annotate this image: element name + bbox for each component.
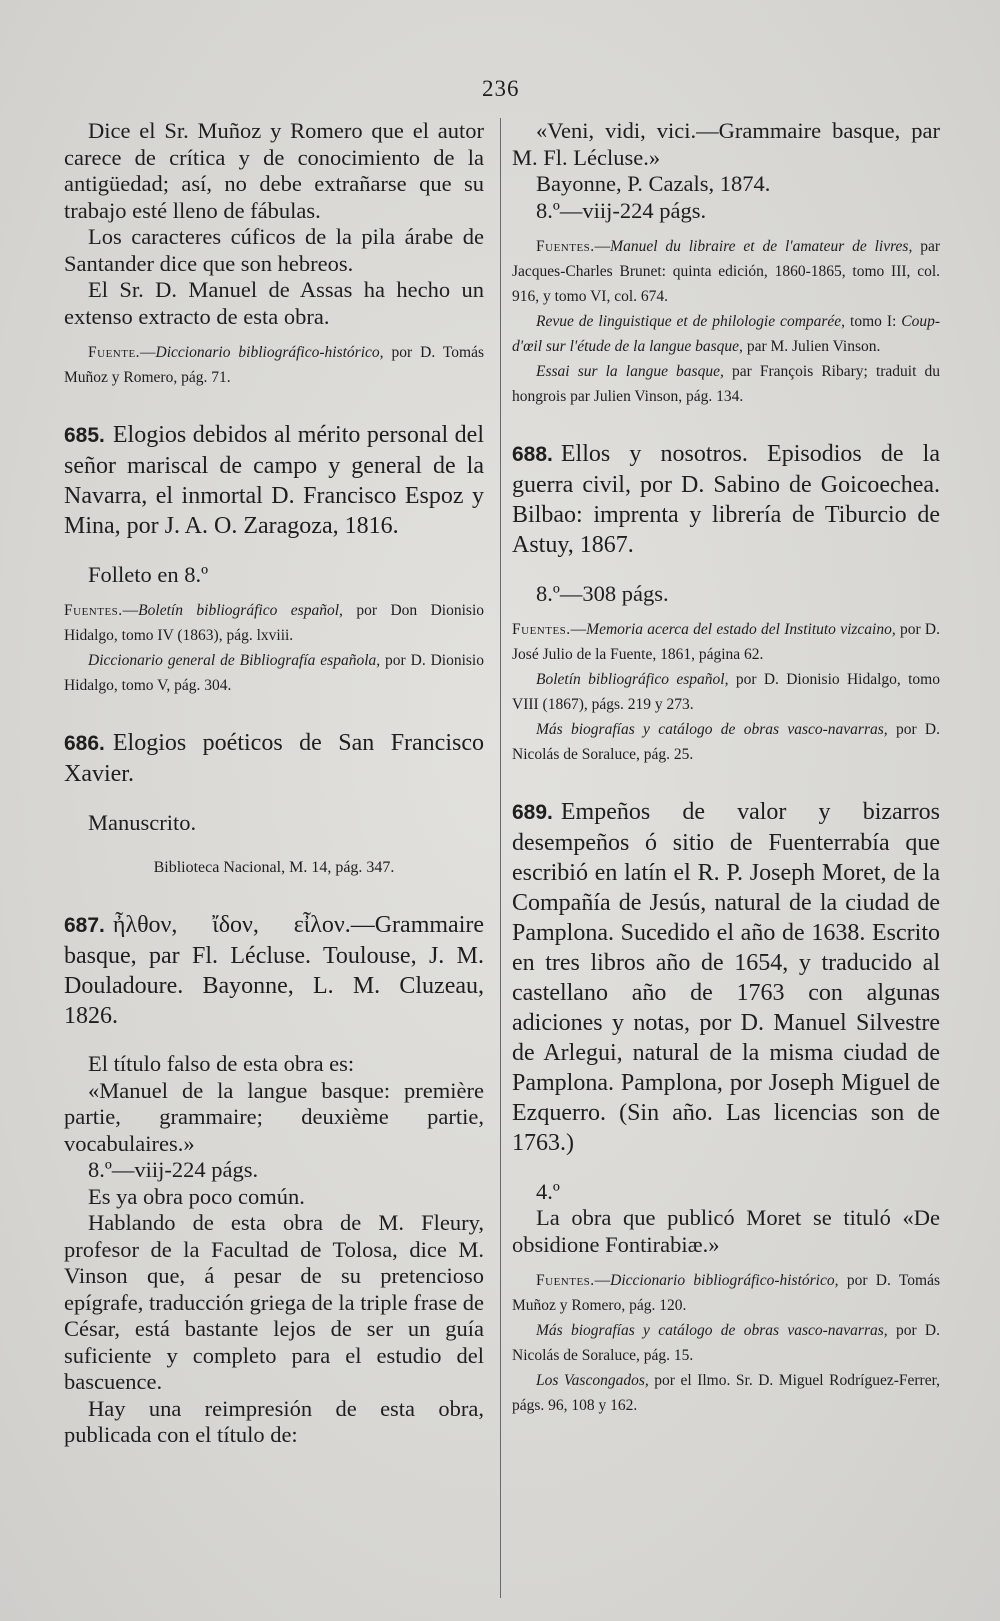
entry-685 xyxy=(64,420,484,541)
sources-note xyxy=(512,717,940,767)
source-detail: por D. José Julio de la Fuente, 1861, página 62. xyxy=(512,621,940,663)
entry-689 xyxy=(512,797,940,1158)
column-divider xyxy=(500,118,501,1598)
entry-title: Empeños de valor y bizarros desempeños ó sitio de Fuenterrabía que escribió en latín el R. P. Joseph Moret, de la Compañía de Jesús, natural de la ciudad de Pamplona. Sucedido el año de 1638. Escrito en tres libros año de 1654, y traducido al castellano año de 1763 con algunas adiciones y notas, por D. Manuel Silvestre de Arlegui, natural de la misma ciudad de Pamplona. Pamplona, por Joseph Miguel de Ezquerro. (Sin año. Las licencias son de 1763.) xyxy=(512,799,940,1156)
sources-note: Fuentes.—Boletín bibliográfico español, por Don Dionisio Hidalgo, tomo IV (1863), pág. lxviii. xyxy=(64,602,484,644)
sources-label: Fuentes. xyxy=(512,621,571,638)
entry-format: Folleto en 8.º xyxy=(88,562,209,587)
sources-note xyxy=(512,359,940,409)
entry-686 xyxy=(64,728,484,789)
paragraph: Los caracteres cúficos de la pila árabe de Santander dice que son hebreos. xyxy=(64,224,484,276)
source-detail: por D. Dionisio Hidalgo, tomo VIII (1867), págs. 219 y 273. xyxy=(512,671,940,713)
sources-label: Fuente. xyxy=(88,344,141,361)
page-number: 236 xyxy=(482,76,520,101)
source-title: Más biografías y catálogo de obras vasco-navarras, xyxy=(536,721,888,738)
paragraph: 8.º—viij-224 págs. xyxy=(88,1157,259,1182)
source-title: Los Vascongados, xyxy=(536,1372,649,1389)
sources-note xyxy=(64,648,484,698)
entry-format: 4.º xyxy=(536,1179,560,1204)
sources-note xyxy=(512,309,940,359)
entry-number: 686. xyxy=(64,732,105,755)
library-location: Biblioteca Nacional, M. 14, pág. 347. xyxy=(153,859,395,876)
source-title: Revue de linguistique et de philologie comparée, xyxy=(536,313,846,330)
paragraph: 8.º—viij-224 págs. xyxy=(536,197,707,223)
source-detail: por D. Nicolás de Soraluce, pág. 25. xyxy=(512,721,941,763)
sources-note xyxy=(512,667,940,717)
paragraph: Bayonne, P. Cazals, 1874. xyxy=(536,171,771,196)
entry-format: Manuscrito. xyxy=(88,810,197,835)
sources-note xyxy=(512,1368,940,1418)
paragraph: Dice el Sr. Muñoz y Romero que el autor carece de crítica y de conocimiento de la antigüedad; así, no debe extrañarse que su trabajo esté lleno de fábulas. xyxy=(64,118,484,223)
source-detail: por D. Tomás Muñoz y Romero, pág. 71. xyxy=(64,344,485,386)
source-detail: par M. Julien Vinson. xyxy=(742,338,881,355)
source-detail: por el Ilmo. Sr. D. Miguel Rodríguez-Ferrer, págs. 96, 108 y 162. xyxy=(512,1372,940,1414)
source-title: Diccionario bibliográfico-histórico, xyxy=(155,344,384,361)
source-detail: por D. Tomás Muñoz y Romero, pág. 120. xyxy=(512,1272,941,1314)
entry-number: 689. xyxy=(512,801,553,824)
entry-688 xyxy=(512,439,940,560)
sources-note: Fuentes.—Diccionario bibliográfico-histórico, por D. Tomás Muñoz y Romero, pág. 120. xyxy=(512,1272,941,1314)
paragraph: Hay una reimpresión de esta obra, publicada con el título de: xyxy=(64,1395,484,1447)
entry-number: 687. xyxy=(64,914,105,937)
source-title: Boletín bibliográfico español, xyxy=(536,671,729,688)
sources-note: Fuentes.—Manuel du libraire et de l'amateur de livres, par Jacques-Charles Brunet: quinta edición, 1860-1865, tomo III, col. 916, y tomo VI, col. 674. xyxy=(512,238,940,305)
entry-title: Elogios debidos al mérito personal del señor mariscal de campo y general de la Navarra, el inmortal D. Francisco Espoz y Mina, por J. A. O. Zaragoza, 1816. xyxy=(64,422,484,539)
entry-title: Ellos y nosotros. Episodios de la guerra civil, por D. Sabino de Goicoechea. Bilbao: imprenta y librería de Tiburcio de Astuy, 1867. xyxy=(512,441,940,558)
source-title: Diccionario general de Bibliografía española, xyxy=(88,652,381,669)
sources-note: Fuentes.—Memoria acerca del estado del Instituto vizcaino, por D. José Julio de la Fuente, 1861, página 62. xyxy=(512,621,940,663)
entry-687 xyxy=(64,910,484,1031)
source-title: Coup-d'œil sur l'étude de la langue basque, xyxy=(512,313,940,355)
sources-note xyxy=(512,1318,940,1368)
source-title: Manuel du libraire et de l'amateur de livres, xyxy=(610,238,913,255)
left-column xyxy=(64,118,484,1449)
right-column xyxy=(512,118,940,1418)
source-detail: por D. Nicolás de Soraluce, pág. 15. xyxy=(512,1322,941,1364)
source-detail: par François Ribary; traduit du hongrois par Julien Vinson, pág. 134. xyxy=(512,363,941,405)
entry-number: 685. xyxy=(64,424,105,447)
source-detail: tomo I: xyxy=(845,313,902,330)
source-title: Essai sur la langue basque, xyxy=(536,363,724,380)
sources-note: Fuente.—Diccionario bibliográfico-histórico, por D. Tomás Muñoz y Romero, pág. 71. xyxy=(64,344,485,386)
source-detail: por D. Dionisio Hidalgo, tomo V, pág. 304. xyxy=(64,652,484,694)
paragraph: Hablando de esta obra de M. Fleury, profesor de la Facultad de Tolosa, dice M. Vinson que, á pesar de su pretencioso epígrafe, traducción griega de la triple frase de César, está bastante lejos de ser un guía suficiente y completo para el estudio del bascuence. xyxy=(64,1210,484,1394)
paragraph: El título falso de esta obra es: xyxy=(88,1051,355,1076)
paragraph: Es ya obra poco común. xyxy=(88,1183,305,1209)
source-detail: por Don Dionisio Hidalgo, tomo IV (1863), pág. lxviii. xyxy=(64,602,484,644)
entry-title: Elogios poéticos de San Francisco Xavier. xyxy=(64,730,484,787)
entry-title: ἦλθον, ἴδον, εἶλον.—Grammaire basque, par Fl. Lécluse. Toulouse, J. M. Douladoure. Bayonne, L. M. Cluzeau, 1826. xyxy=(64,912,484,1029)
paragraph: «Veni, vidi, vici.—Grammaire basque, par M. Fl. Lécluse.» xyxy=(512,118,940,170)
source-title: Memoria acerca del estado del Instituto vizcaino, xyxy=(586,621,896,638)
sources-label: Fuentes. xyxy=(64,602,123,619)
source-title: Más biografías y catálogo de obras vasco-navarras, xyxy=(536,1322,888,1339)
source-title: Boletín bibliográfico español, xyxy=(138,602,343,619)
sources-label: Fuentes. xyxy=(536,238,595,255)
paragraph: El Sr. D. Manuel de Assas ha hecho un extenso extracto de esta obra. xyxy=(64,277,484,329)
entry-format: 8.º—308 págs. xyxy=(536,581,669,606)
source-detail: par Jacques-Charles Brunet: quinta edición, 1860-1865, tomo III, col. 916, y tomo VI, col. 674. xyxy=(512,238,940,305)
sources-label: Fuentes. xyxy=(536,1272,595,1289)
paragraph: «Manuel de la langue basque: première partie, grammaire; deuxième partie, vocabulaires.» xyxy=(64,1077,484,1156)
paragraph: La obra que publicó Moret se tituló «De obsidione Fontirabiæ.» xyxy=(512,1205,940,1257)
source-title: Diccionario bibliográfico-histórico, xyxy=(610,1272,839,1289)
entry-number: 688. xyxy=(512,443,553,466)
